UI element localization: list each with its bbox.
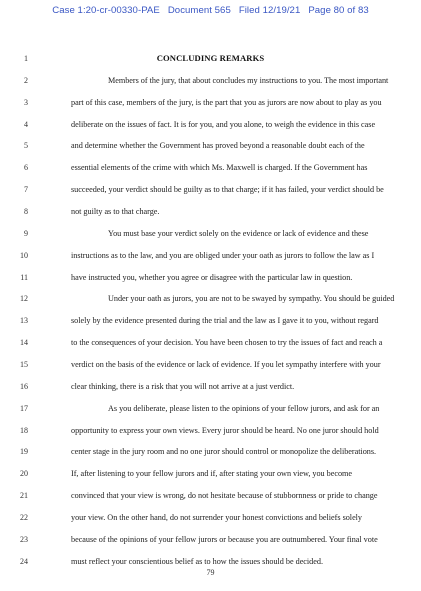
text-line <box>0 381 421 393</box>
line-number: 5 <box>24 141 28 151</box>
page-number: 79 <box>206 568 215 577</box>
filed-date: Filed 12/19/21 <box>238 5 301 16</box>
text-line <box>0 337 421 349</box>
text-line <box>0 534 421 546</box>
text-line <box>0 359 421 371</box>
text-line <box>0 403 421 415</box>
line-number: 22 <box>20 513 28 523</box>
text-line <box>0 468 421 480</box>
section-title: CONCLUDING REMARKS <box>156 53 265 63</box>
line-text: not guilty as to that charge. <box>71 207 160 217</box>
line-text: essential elements of the crime with which Ms. Maxwell is charged. If the Government has <box>71 163 368 173</box>
line-text: must reflect your conscientious belief as to how the issues should be decided. <box>71 556 323 566</box>
line-text: to the consequences of your decision. You have been chosen to try the issues of fact and reach a <box>71 338 383 348</box>
text-line <box>0 75 421 87</box>
line-number: 4 <box>24 119 28 129</box>
line-text: deliberate on the issues of fact. It is for you, and you alone, to weigh the evidence in this case <box>71 119 376 129</box>
document-number: Document 565 <box>167 5 231 16</box>
line-text: Under your oath as jurors, you are not to be swayed by sympathy. You should be guided <box>108 294 395 304</box>
line-text: your view. On the other hand, do not surrender your honest convictions and beliefs solely <box>71 513 363 523</box>
line-number: 7 <box>24 185 28 195</box>
line-number: 13 <box>20 316 28 326</box>
line-number: 21 <box>20 491 28 501</box>
line-number: 14 <box>20 338 28 348</box>
line-number: 11 <box>20 272 28 282</box>
text-line <box>0 184 421 196</box>
text-line <box>0 490 421 502</box>
line-number: 8 <box>24 207 28 217</box>
line-text: because of the opinions of your fellow jurors or because you are outnumbered. Your final vote <box>71 534 378 544</box>
line-text: have instructed you, whether you agree or disagree with the particular law in question. <box>71 272 353 282</box>
line-number: 9 <box>24 228 28 238</box>
line-number: 6 <box>24 163 28 173</box>
text-line <box>0 556 421 568</box>
text-line <box>0 97 421 109</box>
line-text: If, after listening to your fellow jurors and if, after stating your own view, you become <box>71 469 352 479</box>
line-text: instructions as to the law, and you are obliged under your oath as jurors to follow the law as I <box>71 250 375 260</box>
line-number: 10 <box>20 250 28 260</box>
line-number: 24 <box>20 556 28 566</box>
line-number: 2 <box>24 75 28 85</box>
text-line <box>0 293 421 305</box>
line-number: 16 <box>20 381 28 391</box>
line-text: Members of the jury, that about concludes my instructions to you. The most important <box>108 75 389 85</box>
text-line <box>0 446 421 458</box>
line-text: center stage in the jury room and no one juror should control or monopolize the deliberations. <box>71 447 377 457</box>
line-text: As you deliberate, please listen to the opinions of your fellow jurors, and ask for an <box>108 403 380 413</box>
line-number: 20 <box>20 469 28 479</box>
text-line <box>0 315 421 327</box>
line-text: and determine whether the Government has proved beyond a reasonable doubt each of the <box>71 141 365 151</box>
line-text: solely by the evidence presented during the trial and the law as I gave it to you, without regard <box>71 316 379 326</box>
text-line <box>0 53 421 65</box>
page-indicator: Page 80 of 83 <box>308 5 369 16</box>
text-line <box>0 425 421 437</box>
line-text: You must base your verdict solely on the evidence or lack of evidence and these <box>108 228 369 238</box>
text-line <box>0 162 421 174</box>
line-number: 1 <box>24 54 28 63</box>
line-text: part of this case, members of the jury, is the part that you as jurors are now about to play as you <box>71 97 382 107</box>
line-number: 17 <box>20 403 28 413</box>
text-line <box>0 250 421 262</box>
ecf-header <box>0 5 421 16</box>
line-text: verdict on the basis of the evidence or lack of evidence. If you let sympathy interfere with your <box>71 360 381 370</box>
text-line <box>0 512 421 524</box>
text-line <box>0 272 421 284</box>
line-text: convinced that your view is wrong, do not hesitate because of stubbornness or pride to change <box>71 491 378 501</box>
line-number: 12 <box>20 294 28 304</box>
text-line <box>0 206 421 218</box>
text-line <box>0 140 421 152</box>
text-line <box>0 228 421 240</box>
line-number: 15 <box>20 360 28 370</box>
text-line <box>0 119 421 131</box>
line-text: clear thinking, there is a risk that you will not arrive at a just verdict. <box>71 381 295 391</box>
case-number: Case 1:20-cr-00330-PAE <box>52 5 160 16</box>
line-number: 3 <box>24 97 28 107</box>
line-text: opportunity to express your own views. Every juror should be heard. No one juror should hold <box>71 425 379 435</box>
line-text: succeeded, your verdict should be guilty as to that charge; if it has failed, your verdict should be <box>71 185 384 195</box>
line-number: 18 <box>20 425 28 435</box>
line-number: 19 <box>20 447 28 457</box>
line-number: 23 <box>20 534 28 544</box>
